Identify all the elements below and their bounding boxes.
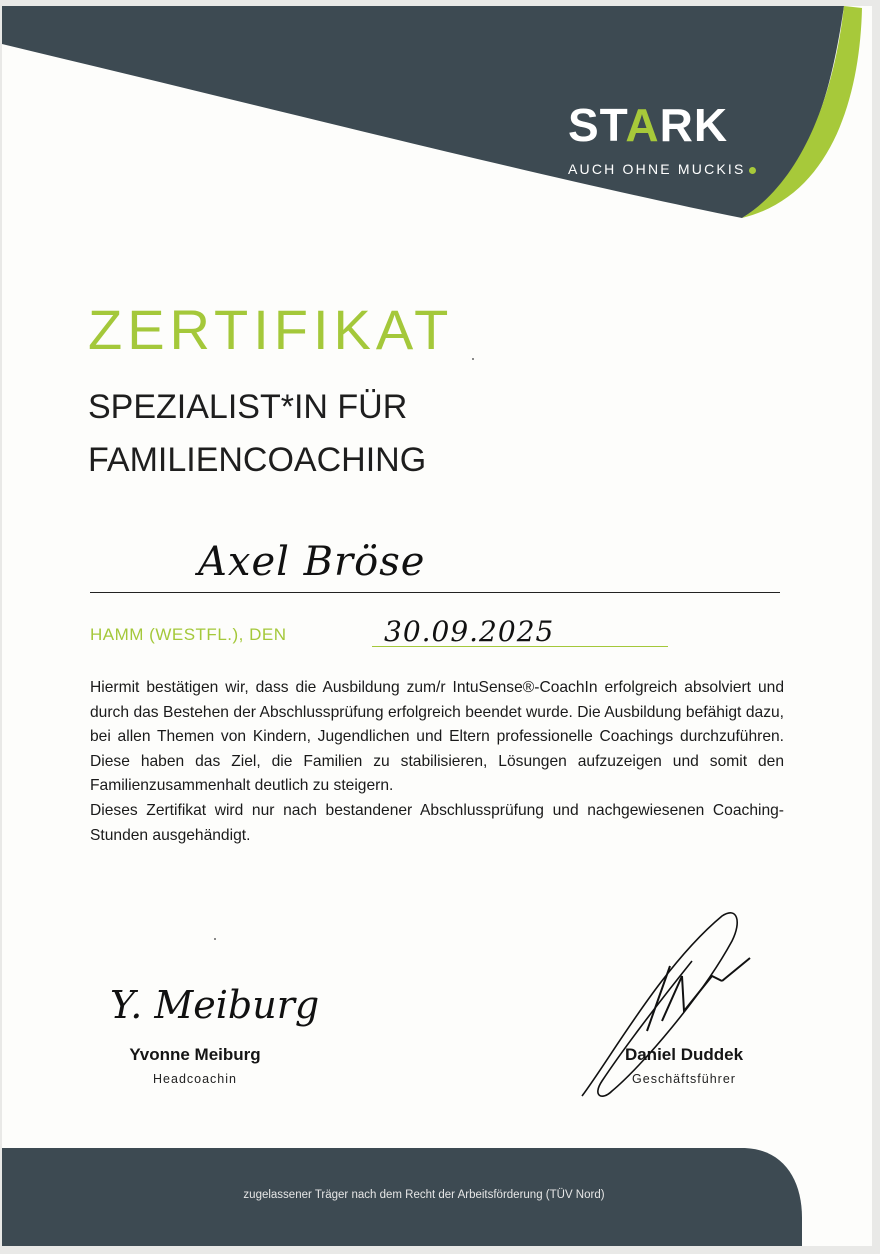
right-signer-role: Geschäftsführer xyxy=(632,1072,736,1086)
place-label: HAMM (WESTFL.), DEN xyxy=(90,625,287,644)
logo-word-start: ST xyxy=(568,99,626,151)
subtitle-line-1: SPEZIALIST*IN FÜR xyxy=(88,388,408,426)
date-underline xyxy=(372,646,668,647)
left-signature-block xyxy=(100,1046,290,1086)
right-signer-name: Daniel Duddek xyxy=(624,1045,744,1064)
body-paragraph-2: Dieses Zertifikat wird nur nach bestandener Abschlussprüfung und nachgewiesenen Coaching-Stunden ausgehändigt. xyxy=(90,801,784,844)
scan-speck xyxy=(472,358,474,360)
certificate-subtitle xyxy=(88,381,426,487)
logo-tagline-text: AUCH OHNE MUCKIS xyxy=(568,161,746,177)
footer-accreditation: zugelassener Träger nach dem Recht der Arbeitsförderung (TÜV Nord) xyxy=(243,1189,605,1201)
logo-accent-letter: A xyxy=(625,99,660,151)
left-signer-name: Yvonne Meiburg xyxy=(129,1045,261,1064)
subtitle-line-2: FAMILIENCOACHING xyxy=(88,441,427,479)
certificate-sheet xyxy=(2,6,872,1246)
logo-dot-icon xyxy=(749,167,756,174)
left-signature-handwriting: Y. Meiburg xyxy=(110,983,320,1027)
certificate-title: ZERTIFIKAT xyxy=(88,298,454,361)
recipient-name: Axel Bröse xyxy=(198,539,426,585)
logo-word-end: RK xyxy=(659,99,729,151)
right-signature-block xyxy=(594,1046,774,1086)
body-paragraph-1: Hiermit bestätigen wir, dass die Ausbildung zum/r IntuSense®-CoachIn erfolgreich absolviert und durch das Bestehen der Abschlussprüfung erfolgreich beendet wurde. Die Ausbildung befähigt dazu, bei allen Themen von Kindern, Jugendlichen und Eltern professionelle Coachings durchzuführen. Diese haben das Ziel, die Familien zu stabilisieren, Lösungen aufzuzeigen und somit den Familienzusammenhalt deutlich zu steigern. xyxy=(90,679,784,795)
issue-date: 30.09.2025 xyxy=(384,615,555,648)
name-underline xyxy=(90,592,780,593)
header-band xyxy=(2,6,872,246)
stark-logo xyxy=(568,99,729,151)
certificate-body xyxy=(90,676,784,848)
left-signer-role: Headcoachin xyxy=(153,1072,237,1086)
scan-speck xyxy=(214,938,216,940)
logo-tagline xyxy=(568,162,756,176)
